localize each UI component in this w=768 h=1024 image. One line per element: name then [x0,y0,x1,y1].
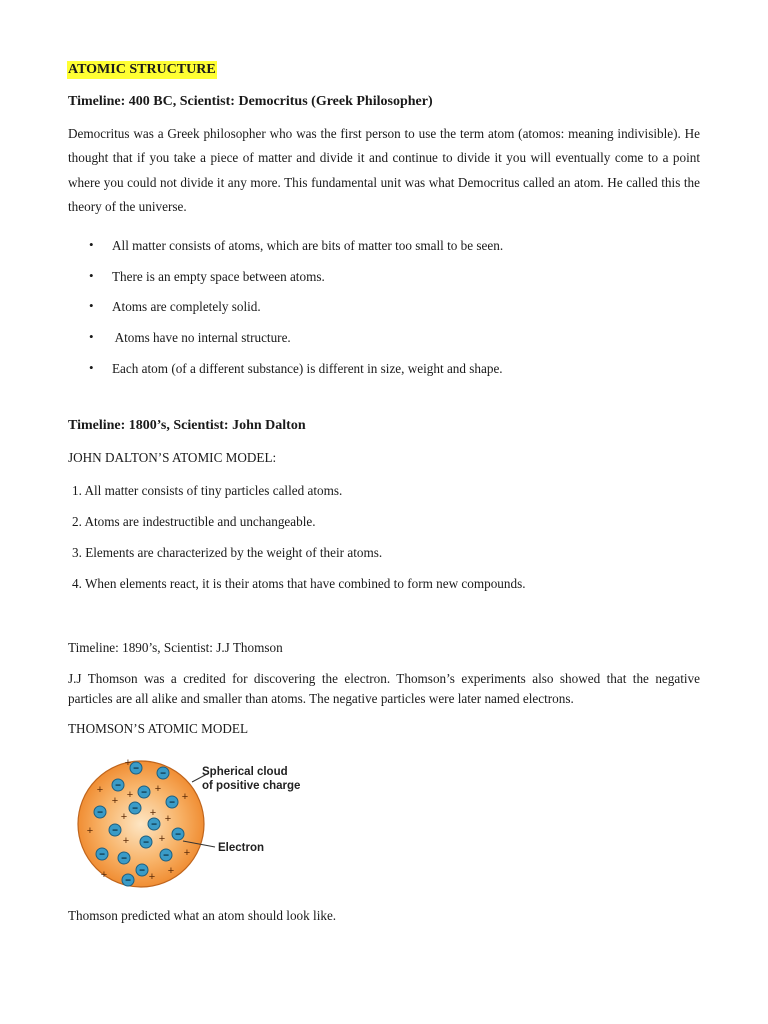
bullet-icon: • [89,360,94,375]
plum-pudding-model-icon [70,754,320,894]
positive-charge-icon: + [164,813,172,825]
electron-label: Electron [218,842,265,854]
electron-minus-icon: − [139,865,145,877]
electron-minus-icon: − [99,849,105,861]
thomson-atom-diagram [70,754,320,894]
electron-minus-icon: − [132,803,138,815]
numbered-item: 2. Atoms are indestructible and unchangeable. [72,514,316,529]
electron-minus-icon: − [121,853,127,865]
positive-charge-icon: + [100,869,108,881]
thomson-paragraph: J.J Thomson was a credited for discovering the electron. Thomson’s experiments also showed that the negative particles are all alike and smaller than atoms. The negative particles were later named electrons. [68,671,700,706]
bullet-icon: • [89,329,94,344]
numbered-item: 3. Elements are characterized by the weight of their atoms. [72,545,383,560]
electron-minus-icon: − [133,763,139,775]
electron-minus-icon: − [151,819,157,831]
bullet-item: Each atom (of a different substance) is different in size, weight and shape. [112,361,503,376]
bullet-icon: • [89,298,94,313]
positive-charge-icon: + [149,807,157,819]
bullet-item: Atoms have no internal structure. [112,330,291,345]
document-title: ATOMIC STRUCTURE [68,62,216,77]
cloud-label-line2: of positive charge [202,780,301,792]
thomson-heading: Timeline: 1890’s, Scientist: J.J Thomson [68,640,283,655]
positive-charge-icon: + [167,865,175,877]
cloud-label-line1: Spherical cloud [202,766,288,778]
positive-charge-icon: + [120,811,128,823]
positive-charge-icon: + [158,833,166,845]
positive-charge-icon: + [124,757,132,769]
positive-charge-icon: + [154,783,162,795]
bullet-icon: • [89,237,94,252]
positive-charge-icon: + [126,789,134,801]
positive-charge-icon: + [122,835,130,847]
positive-charge-icon: + [96,784,104,796]
electron-minus-icon: − [115,780,121,792]
thomson-caption: Thomson predicted what an atom should look like. [68,908,337,923]
bullet-item: Atoms are completely solid. [112,299,261,314]
electron-minus-icon: − [163,850,169,862]
numbered-item: 4. When elements react, it is their atoms that have combined to form new compounds. [72,576,526,591]
bullet-item: There is an empty space between atoms. [112,269,325,284]
positive-charge-icon: + [183,847,191,859]
democritus-heading: Timeline: 400 BC, Scientist: Democritus (Greek Philosopher) [68,94,433,109]
democritus-paragraph: Democritus was a Greek philosopher who was the first person to use the term atom (atomos: meaning indivisible). He thought that if you take a piece of matter and divide it and continue to divide it you will eventually come to a point where you could not divide it any more. This fundamental unit was what Democritus called an atom. He called this the theory of the universe. [68,126,700,214]
electron-minus-icon: − [125,875,131,887]
positive-charge-icon: + [111,795,119,807]
electron-minus-icon: − [112,825,118,837]
positive-charge-icon: + [148,871,156,883]
electron-minus-icon: − [97,807,103,819]
bullet-icon: • [89,268,94,283]
electron-minus-icon: − [143,837,149,849]
thomson-model-title: THOMSON’S ATOMIC MODEL [68,721,248,736]
electron-minus-icon: − [160,768,166,780]
numbered-item: 1. All matter consists of tiny particles called atoms. [72,483,343,498]
electron-minus-icon: − [175,829,181,841]
electron-minus-icon: − [141,787,147,799]
dalton-heading: Timeline: 1800’s, Scientist: John Dalton [68,418,306,433]
electron-minus-icon: − [169,797,175,809]
positive-charge-icon: + [181,791,189,803]
dalton-model-title: JOHN DALTON’S ATOMIC MODEL: [68,450,277,465]
positive-charge-icon: + [86,825,94,837]
bullet-item: All matter consists of atoms, which are bits of matter too small to be seen. [112,238,504,253]
